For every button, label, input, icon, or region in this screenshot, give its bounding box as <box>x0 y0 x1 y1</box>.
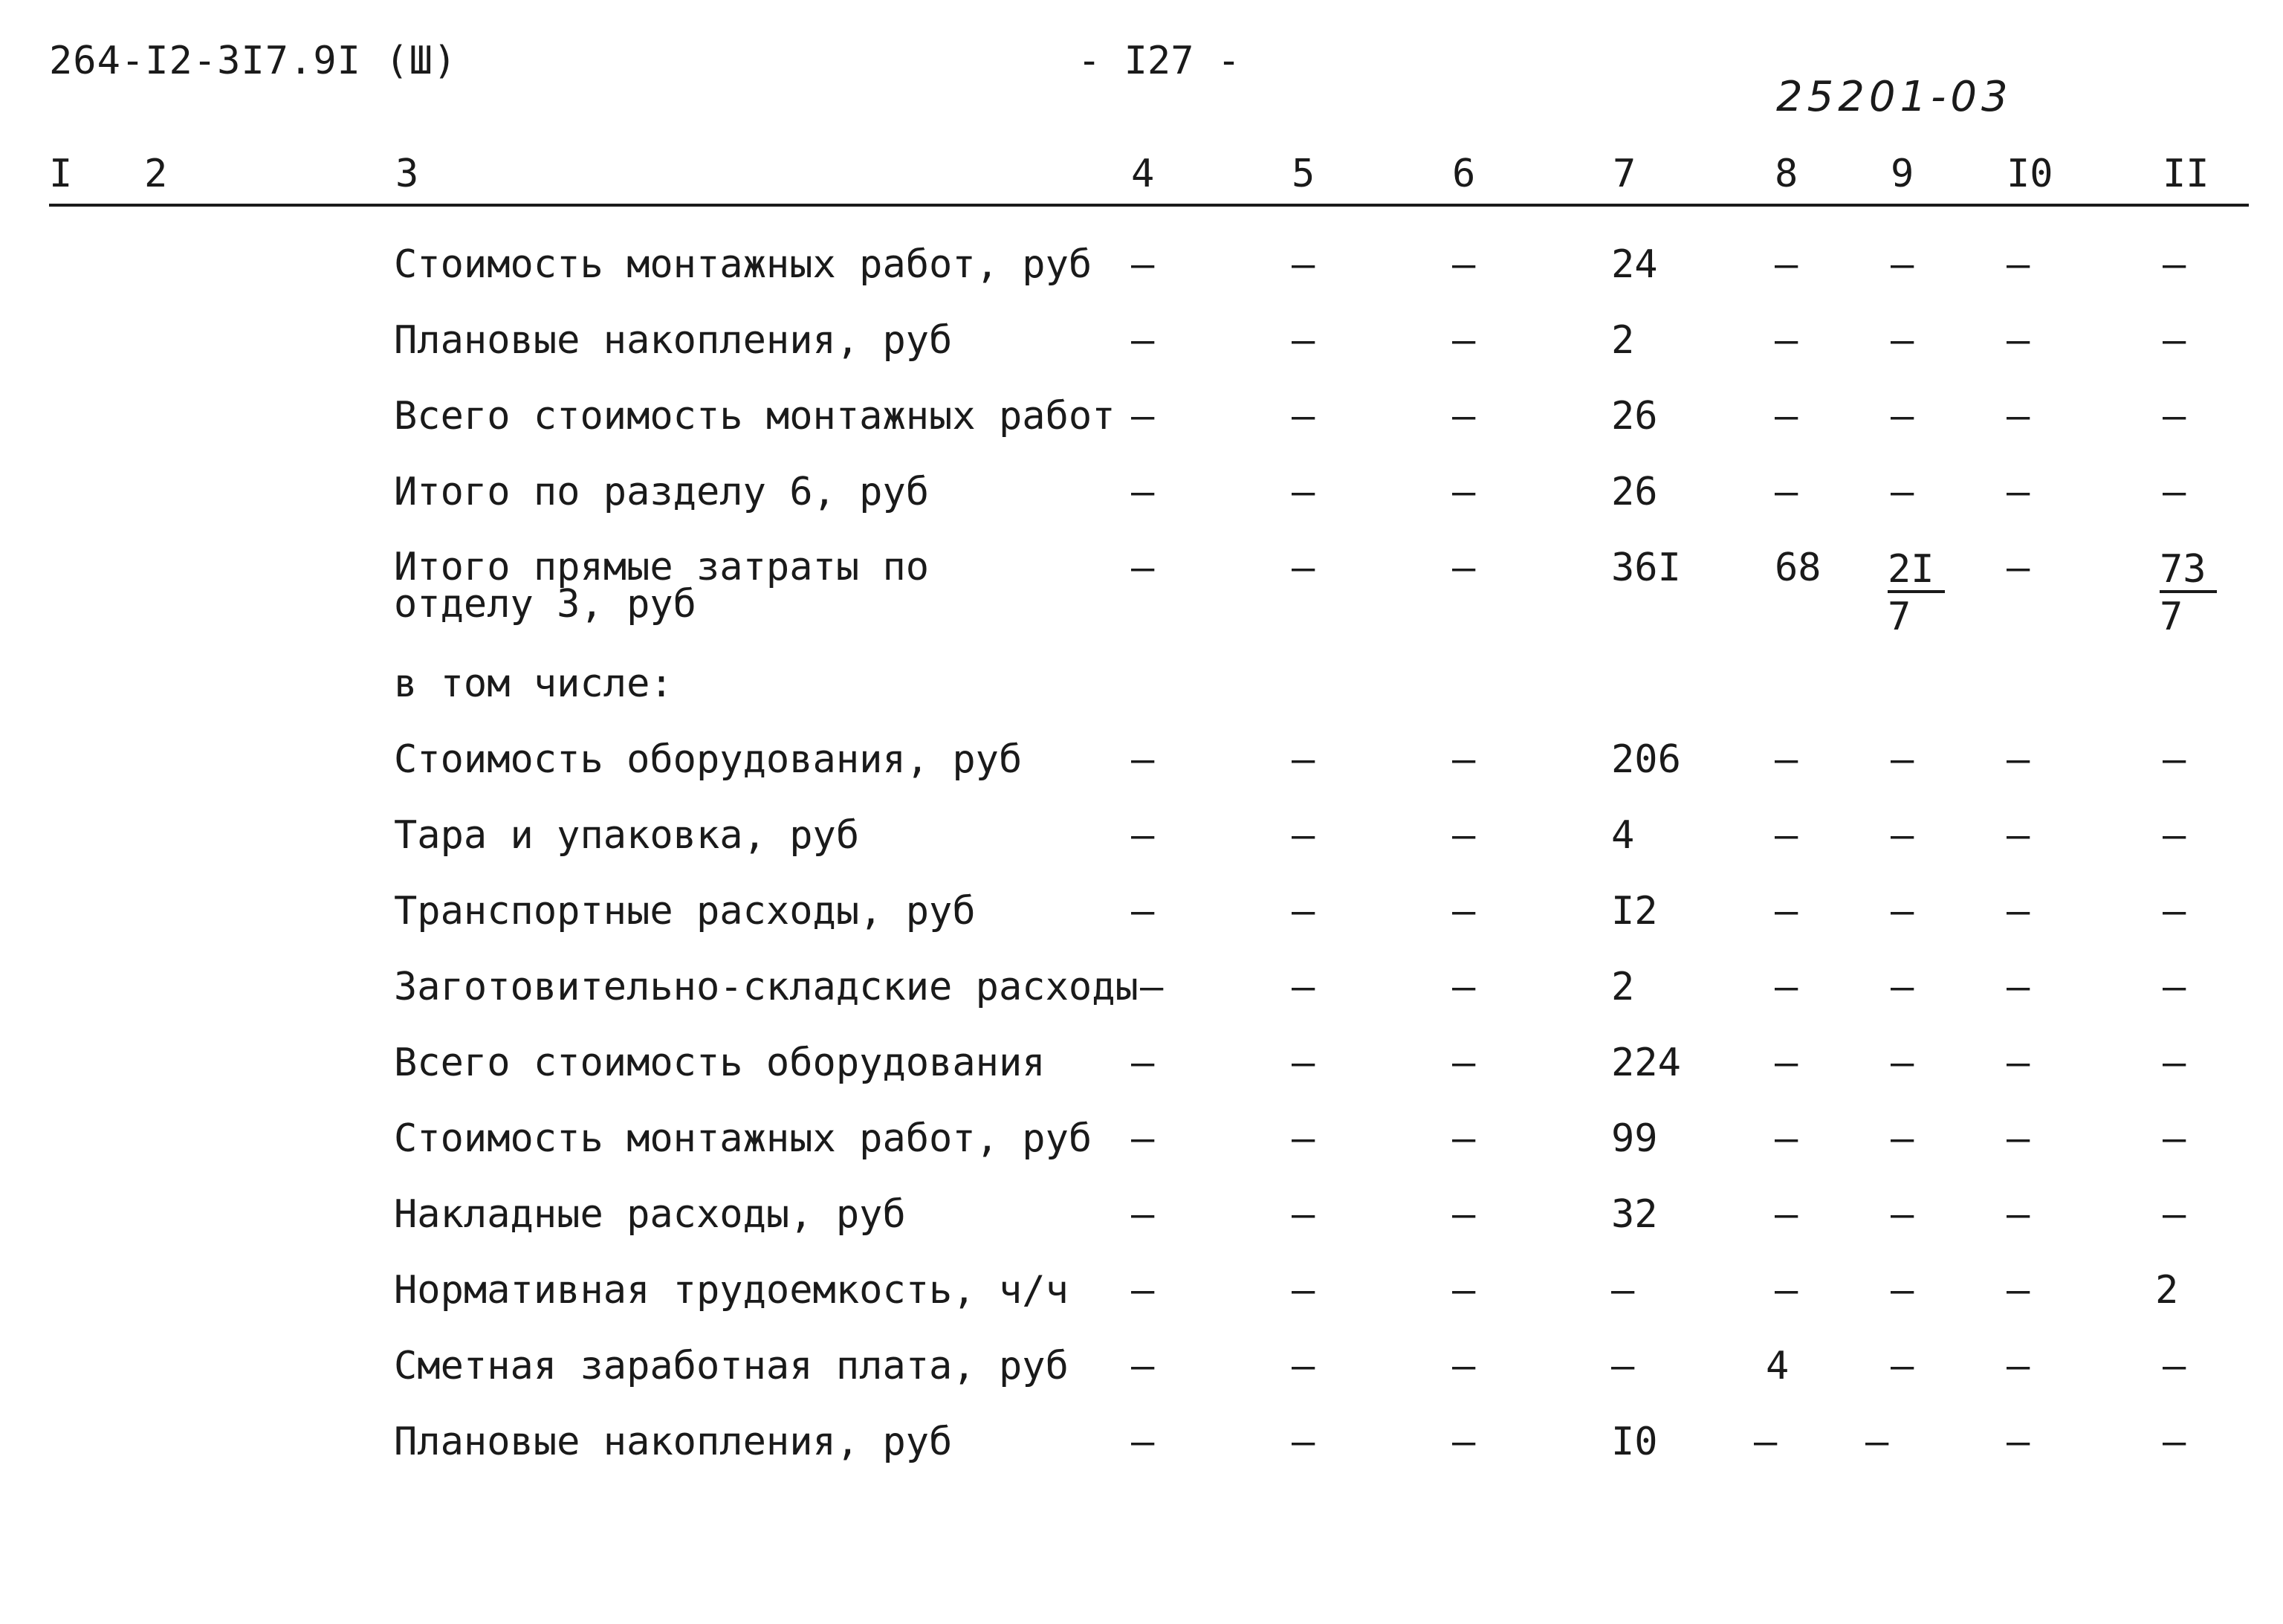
cell-col11: – <box>2163 737 2186 782</box>
row-label: Сметная заработная плата, руб <box>394 1344 1069 1388</box>
cell-col8: – <box>1775 889 1798 934</box>
cell-col8: – <box>1754 1420 1778 1464</box>
cell-col7: 26 <box>1611 394 1658 439</box>
cell-col4: – <box>1131 1344 1155 1388</box>
table-row <box>0 1116 2283 1186</box>
cell-col5: – <box>1292 1192 1315 1237</box>
cell-col5: – <box>1292 242 1315 287</box>
cell-col8: – <box>1775 1192 1798 1237</box>
cell-col11: – <box>2163 889 2186 934</box>
cell-col11: – <box>2163 1420 2186 1464</box>
cell-col4: – <box>1131 318 1155 363</box>
table-row <box>0 813 2283 883</box>
column-number-11: II <box>2163 152 2209 196</box>
table-row <box>0 1344 2283 1414</box>
cell-col11: – <box>2163 1192 2186 1237</box>
fraction-denominator: 7 <box>2160 595 2183 639</box>
table-row <box>0 1420 2283 1489</box>
cell-col7: – <box>1611 1268 1635 1313</box>
row-label: Плановые накопления, руб <box>394 1420 953 1464</box>
cell-col9: – <box>1891 318 1914 363</box>
cell-col7: 24 <box>1611 242 1658 287</box>
cell-col9-fraction <box>1888 549 1945 641</box>
cell-col4: – <box>1131 737 1155 782</box>
column-number-10: I0 <box>2007 152 2053 196</box>
cell-col8: 4 <box>1766 1344 1790 1388</box>
cell-col9: – <box>1891 889 1914 934</box>
cell-col10: – <box>2007 813 2030 858</box>
cell-col7: 206 <box>1611 737 1681 782</box>
table-row <box>0 737 2283 807</box>
table-row <box>0 1041 2283 1110</box>
cell-col7: 99 <box>1611 1116 1658 1161</box>
cell-col5: – <box>1292 1420 1315 1464</box>
cell-col10: – <box>2007 318 2030 363</box>
table-row <box>0 1192 2283 1262</box>
table-row <box>0 1268 2283 1338</box>
row-label: в том числе: <box>394 661 673 706</box>
cell-col6: – <box>1452 1192 1476 1237</box>
cell-col8: – <box>1775 737 1798 782</box>
fraction-numerator: 73 <box>2160 549 2217 593</box>
cell-col11: – <box>2163 1344 2186 1388</box>
cell-col4: – <box>1131 394 1155 439</box>
table-row <box>0 545 2283 660</box>
cell-col11: – <box>2163 813 2186 858</box>
cell-col8: – <box>1775 318 1798 363</box>
cell-col5: – <box>1292 1116 1315 1161</box>
column-number-4: 4 <box>1131 152 1155 196</box>
cell-col5: – <box>1292 813 1315 858</box>
cell-col9: – <box>1891 242 1914 287</box>
cell-col10: – <box>2007 1192 2030 1237</box>
row-label: Стоимость оборудования, руб <box>394 737 1023 782</box>
cell-col7: 2 <box>1611 318 1635 363</box>
cell-col10: – <box>2007 889 2030 934</box>
cell-col7: 224 <box>1611 1041 1681 1085</box>
cell-col11: – <box>2163 318 2186 363</box>
cell-col4: – <box>1131 1268 1155 1313</box>
cell-col6: – <box>1452 1116 1476 1161</box>
cell-col7: 4 <box>1611 813 1635 858</box>
column-number-8: 8 <box>1775 152 1798 196</box>
table-row <box>0 889 2283 959</box>
row-label: Заготовительно-складские расходы <box>394 965 1139 1009</box>
cell-col9: – <box>1891 470 1914 514</box>
row-label: Всего стоимость оборудования <box>394 1041 1046 1085</box>
row-label: Накладные расходы, руб <box>394 1192 906 1237</box>
cell-col10: – <box>2007 470 2030 514</box>
cell-col5: – <box>1292 470 1315 514</box>
row-label: Транспортные расходы, руб <box>394 889 976 934</box>
row-label: Итого по разделу 6, руб <box>394 470 930 514</box>
cell-col4: – <box>1140 965 1164 1009</box>
cell-col7: 26 <box>1611 470 1658 514</box>
cell-col9: – <box>1891 1268 1914 1313</box>
cell-col9: – <box>1891 813 1914 858</box>
cell-col8: – <box>1775 965 1798 1009</box>
cell-col5: – <box>1292 1344 1315 1388</box>
cell-col9: – <box>1891 965 1914 1009</box>
cell-col8: – <box>1775 1116 1798 1161</box>
cell-col9: – <box>1891 1344 1914 1388</box>
cell-col4: – <box>1131 889 1155 934</box>
column-number-1: I <box>49 152 73 196</box>
cell-col6: – <box>1452 1268 1476 1313</box>
row-label: Стоимость монтажных работ, руб <box>394 242 1092 287</box>
cell-col6: – <box>1452 737 1476 782</box>
cell-col4: – <box>1131 1116 1155 1161</box>
cell-col10: – <box>2007 1116 2030 1161</box>
cell-col6: – <box>1452 318 1476 363</box>
cell-col9: – <box>1891 737 1914 782</box>
cell-col9: – <box>1891 1041 1914 1085</box>
cell-col11: – <box>2163 242 2186 287</box>
row-label: Всего стоимость монтажных работ <box>394 394 1115 439</box>
table-row <box>0 470 2283 540</box>
cell-col5: – <box>1292 546 1315 590</box>
cell-col5: – <box>1292 1041 1315 1085</box>
cell-col10: – <box>2007 546 2030 590</box>
cell-col6: – <box>1452 394 1476 439</box>
cell-col5: – <box>1292 965 1315 1009</box>
cell-col11: – <box>2163 394 2186 439</box>
cell-col7: 36I <box>1611 546 1681 590</box>
cell-col8: 68 <box>1775 546 1821 590</box>
column-number-9: 9 <box>1891 152 1914 196</box>
cell-col11: – <box>2163 965 2186 1009</box>
cell-col11-fraction <box>2160 549 2217 641</box>
cell-col10: – <box>2007 242 2030 287</box>
column-number-7: 7 <box>1613 152 1636 196</box>
row-label: Плановые накопления, руб <box>394 318 953 363</box>
cell-col10: – <box>2007 737 2030 782</box>
cell-col7: 32 <box>1611 1192 1658 1237</box>
cell-col4: – <box>1131 546 1155 590</box>
cell-col6: – <box>1452 1041 1476 1085</box>
cell-col10: – <box>2007 1268 2030 1313</box>
cell-col6: – <box>1452 889 1476 934</box>
cell-col11: – <box>2163 1041 2186 1085</box>
archive-number: 25201-03 <box>1776 73 2012 121</box>
table-row <box>0 242 2283 312</box>
cell-col7: – <box>1611 1344 1635 1388</box>
cell-col6: – <box>1452 470 1476 514</box>
cell-col11: – <box>2163 470 2186 514</box>
column-number-2: 2 <box>144 152 168 196</box>
document-code: 264-I2-3I7.9I (Ш) <box>49 39 458 83</box>
cell-col11: 2 <box>2155 1268 2179 1313</box>
cell-col4: – <box>1131 1420 1155 1464</box>
cell-col4: – <box>1131 1192 1155 1237</box>
cell-col7: I0 <box>1611 1420 1658 1464</box>
row-label: Итого прямые затраты по отделу 3, руб <box>394 545 930 627</box>
cell-col4: – <box>1131 242 1155 287</box>
cell-col9: – <box>1891 394 1914 439</box>
cell-col6: – <box>1452 813 1476 858</box>
cell-col4: – <box>1131 470 1155 514</box>
cell-col8: – <box>1775 242 1798 287</box>
column-number-3: 3 <box>395 152 419 196</box>
page-number: - I27 - <box>1078 39 1241 83</box>
cell-col8: – <box>1775 1041 1798 1085</box>
fraction-numerator: 2I <box>1888 549 1945 593</box>
cell-col8: – <box>1775 1268 1798 1313</box>
table-row <box>0 394 2283 464</box>
row-label: Стоимость монтажных работ, руб <box>394 1116 1092 1161</box>
cell-col10: – <box>2007 394 2030 439</box>
column-number-5: 5 <box>1292 152 1315 196</box>
cell-col6: – <box>1452 965 1476 1009</box>
cell-col4: – <box>1131 813 1155 858</box>
column-number-6: 6 <box>1452 152 1476 196</box>
cell-col7: 2 <box>1611 965 1635 1009</box>
fraction-denominator: 7 <box>1888 595 1911 639</box>
column-number-header <box>49 152 2249 207</box>
row-label: Тара и упаковка, руб <box>394 813 860 858</box>
cell-col7: I2 <box>1611 889 1658 934</box>
cell-col9: – <box>1891 1116 1914 1161</box>
cell-col5: – <box>1292 394 1315 439</box>
cell-col8: – <box>1775 394 1798 439</box>
cell-col6: – <box>1452 1420 1476 1464</box>
cell-col9: – <box>1891 1192 1914 1237</box>
cell-col4: – <box>1131 1041 1155 1085</box>
cell-col10: – <box>2007 965 2030 1009</box>
row-label: Нормативная трудоемкость, ч/ч <box>394 1268 1069 1313</box>
cell-col5: – <box>1292 1268 1315 1313</box>
cell-col10: – <box>2007 1344 2030 1388</box>
table-row <box>0 318 2283 388</box>
cell-col9: – <box>1865 1420 1889 1464</box>
cell-col6: – <box>1452 1344 1476 1388</box>
cell-col6: – <box>1452 546 1476 590</box>
cell-col10: – <box>2007 1041 2030 1085</box>
cell-col8: – <box>1775 470 1798 514</box>
table-row-subheading <box>0 661 2283 731</box>
table-row <box>0 965 2283 1035</box>
cell-col11: – <box>2163 1116 2186 1161</box>
cell-col5: – <box>1292 737 1315 782</box>
cell-col10: – <box>2007 1420 2030 1464</box>
cell-col6: – <box>1452 242 1476 287</box>
cell-col5: – <box>1292 318 1315 363</box>
cell-col5: – <box>1292 889 1315 934</box>
cell-col8: – <box>1775 813 1798 858</box>
